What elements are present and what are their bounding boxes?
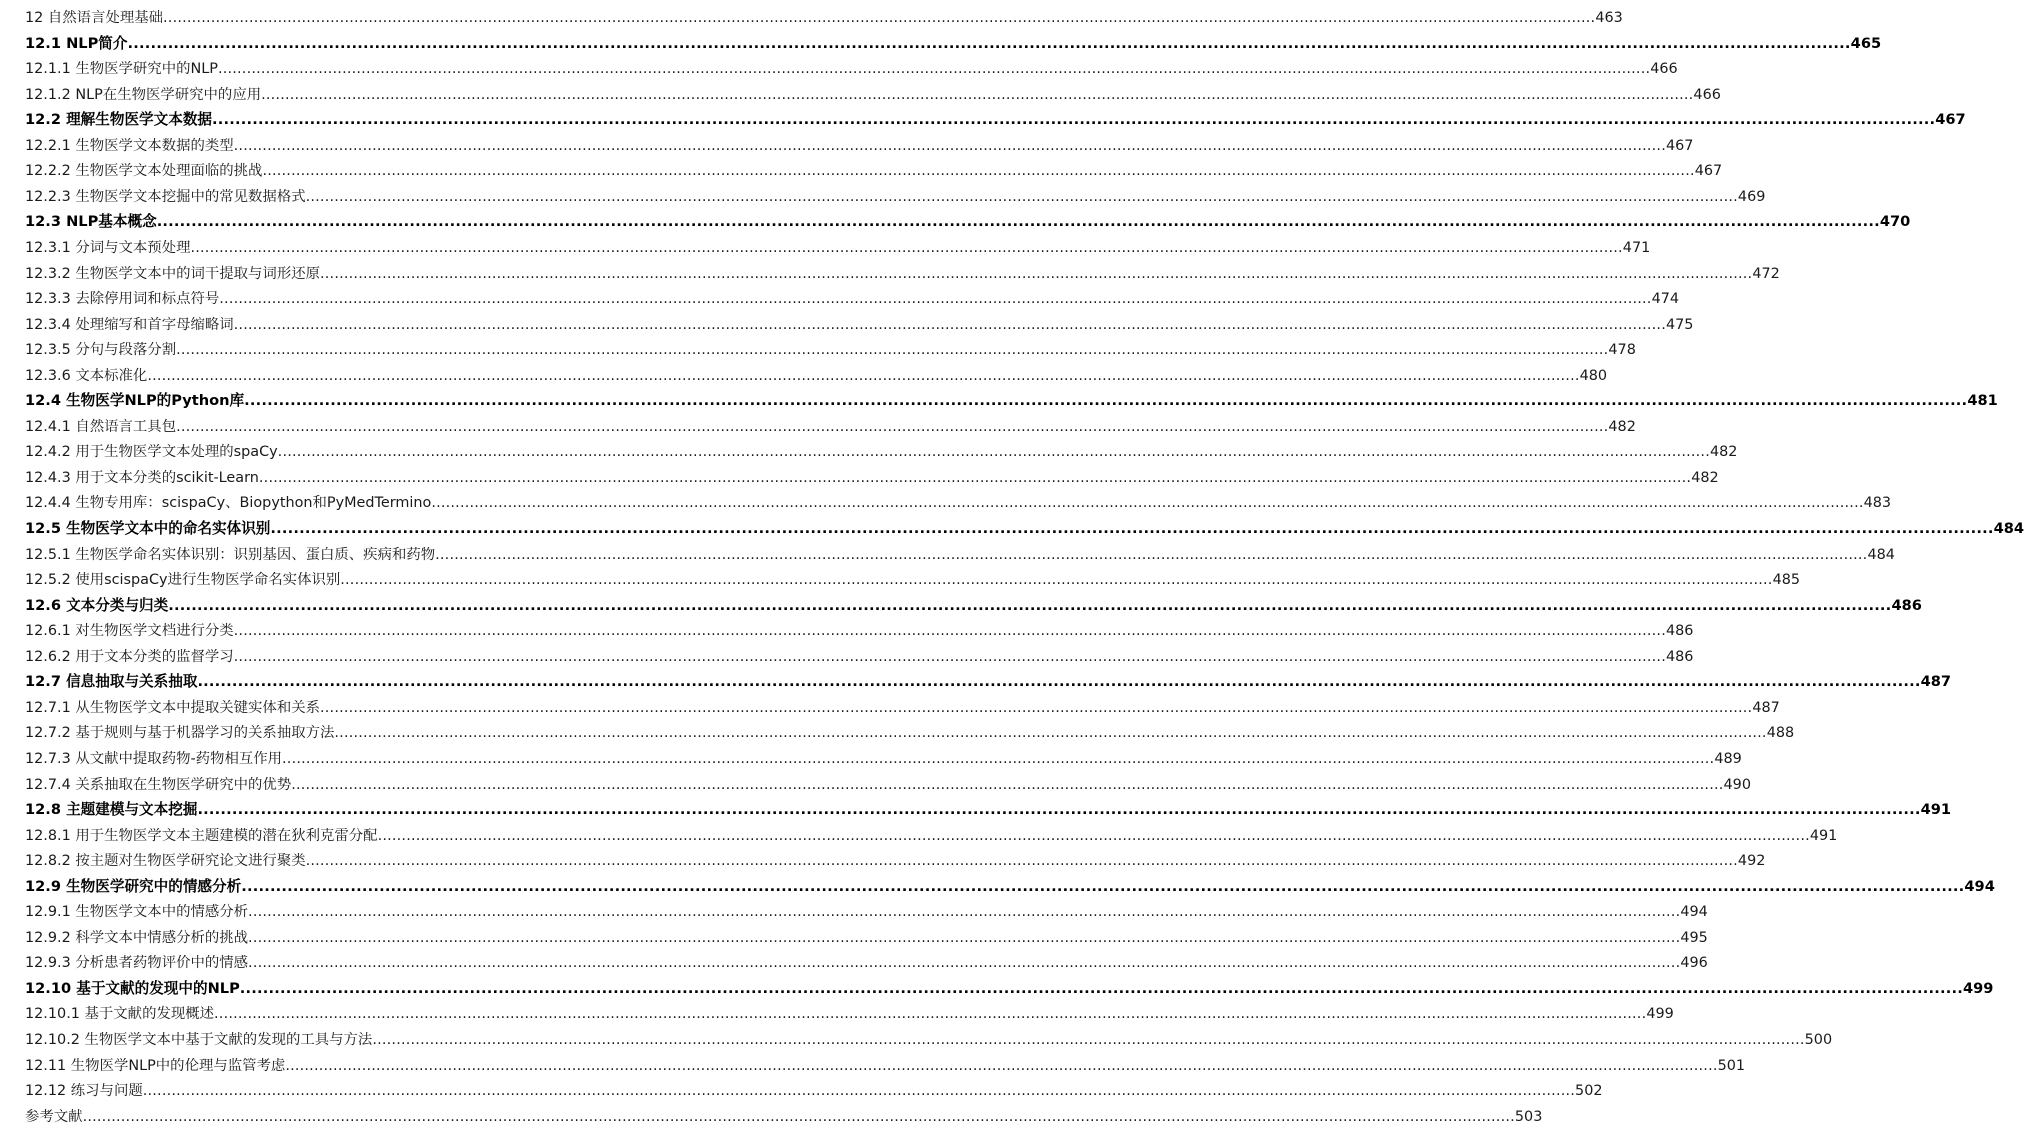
toc-entry-title: 12 自然语言处理基础 bbox=[25, 10, 164, 26]
toc-entry-title: 12.2.3 生物医学文本挖掘中的常见数据格式 bbox=[25, 188, 306, 205]
toc-entry[interactable] bbox=[25, 466, 1719, 490]
toc-page-number: 499 bbox=[1962, 979, 1994, 997]
toc-entry[interactable] bbox=[25, 1028, 1833, 1052]
toc-page-number: 488 bbox=[1766, 725, 1795, 742]
toc-entry-title: 12.6 文本分类与归类 bbox=[25, 596, 169, 614]
toc-dot-leader: ............................................................................................................................................................................................................................................................................................................ bbox=[156, 213, 1880, 231]
toc-entry-title: 12.10.2 生物医学文本中基于文献的发现的工具与方法 bbox=[25, 1032, 373, 1048]
toc-entry[interactable] bbox=[25, 159, 1723, 183]
toc-page-number: 466 bbox=[1693, 86, 1721, 103]
toc-entry[interactable] bbox=[25, 491, 1892, 515]
toc-section-entry[interactable] bbox=[25, 977, 1994, 1001]
toc-entry[interactable] bbox=[25, 747, 1742, 771]
toc-page-number: 485 bbox=[1772, 572, 1801, 589]
toc-entry-title: 12.8.1 用于生物医学文本主题建模的潜在狄利克雷分配 bbox=[25, 827, 378, 844]
toc-dot-leader: ............................................................................................................................................................................................................................................................................................................ bbox=[377, 827, 1810, 844]
toc-entry[interactable] bbox=[25, 900, 1708, 924]
toc-entry-title: 12.2.1 生物医学文本数据的类型 bbox=[25, 137, 234, 154]
toc-dot-leader: ............................................................................................................................................................................................................................................................................................................ bbox=[282, 750, 1715, 767]
toc-dot-leader: ............................................................................................................................................................................................................................................................................................................ bbox=[212, 111, 1936, 129]
toc-dot-leader: ............................................................................................................................................................................................................................................................................................................ bbox=[340, 572, 1773, 589]
toc-entry[interactable] bbox=[25, 645, 1694, 669]
toc-dot-leader: ............................................................................................................................................................................................................................................................................................................ bbox=[82, 1108, 1515, 1125]
toc-entry-title: 12.2 理解生物医学文本数据 bbox=[25, 111, 213, 129]
toc-entry[interactable] bbox=[25, 1054, 1746, 1078]
toc-entry[interactable] bbox=[25, 415, 1636, 439]
toc-entry[interactable] bbox=[25, 824, 1838, 848]
toc-dot-leader: ............................................................................................................................................................................................................................................................................................................ bbox=[163, 10, 1596, 26]
toc-entry[interactable] bbox=[25, 926, 1708, 950]
toc-entry-title: 12.4 生物医学NLP的Python库 bbox=[25, 392, 245, 410]
toc-entry-title: 12.3 NLP基本概念 bbox=[25, 213, 157, 231]
toc-entry-title: 12.7 信息抽取与关系抽取 bbox=[25, 673, 198, 691]
toc-entry-title: 12.4.3 用于文本分类的scikit-Learn bbox=[25, 469, 259, 486]
toc-page-number: 472 bbox=[1752, 265, 1780, 282]
toc-entry-title: 12.3.2 生物医学文本中的词干提取与词形还原 bbox=[25, 265, 320, 282]
toc-dot-leader: ............................................................................................................................................................................................................................................................................................................ bbox=[248, 904, 1681, 921]
toc-page-number: 467 bbox=[1665, 137, 1694, 154]
toc-entry-title: 12.7.4 关系抽取在生物医学研究中的优势 bbox=[25, 776, 292, 793]
toc-dot-leader: ............................................................................................................................................................................................................................................................................................................ bbox=[431, 495, 1864, 512]
toc-entry[interactable] bbox=[25, 313, 1694, 337]
toc-page-number: 487 bbox=[1752, 699, 1780, 716]
toc-page-number: 482 bbox=[1691, 469, 1719, 486]
toc-entry[interactable] bbox=[25, 57, 1678, 81]
toc-entry-title: 12.10.1 基于文献的发现概述 bbox=[25, 1006, 215, 1023]
toc-page-number: 496 bbox=[1680, 955, 1708, 972]
toc-dot-leader: ............................................................................................................................................................................................................................................................................................................ bbox=[291, 776, 1724, 793]
toc-section-entry[interactable] bbox=[25, 389, 1998, 413]
toc-entry[interactable] bbox=[25, 440, 1738, 464]
toc-dot-leader: ............................................................................................................................................................................................................................................................................................................ bbox=[197, 673, 1921, 691]
toc-section-entry[interactable] bbox=[25, 670, 1952, 694]
toc-dot-leader: ............................................................................................................................................................................................................................................................................................................ bbox=[176, 418, 1609, 435]
toc-dot-leader: ............................................................................................................................................................................................................................................................................................................ bbox=[334, 725, 1767, 742]
toc-entry[interactable] bbox=[25, 6, 1623, 30]
toc-entry-title: 12.2.2 生物医学文本处理面临的挑战 bbox=[25, 163, 263, 180]
toc-page-number: 481 bbox=[1967, 392, 1998, 410]
toc-dot-leader: ............................................................................................................................................................................................................................................................................................................ bbox=[214, 1006, 1647, 1023]
toc-entry-title: 12.1.1 生物医学研究中的NLP bbox=[25, 61, 218, 78]
toc-page-number: 499 bbox=[1646, 1006, 1674, 1023]
toc-dot-leader: ............................................................................................................................................................................................................................................................................................................ bbox=[277, 444, 1710, 461]
toc-entry-title: 12.8 主题建模与文本挖掘 bbox=[25, 801, 198, 819]
toc-dot-leader: ............................................................................................................................................................................................................................................................................................................ bbox=[233, 137, 1666, 154]
toc-entry-title: 12.3.3 去除停用词和标点符号 bbox=[25, 291, 220, 308]
toc-entry[interactable] bbox=[25, 134, 1694, 158]
toc-page-number: 475 bbox=[1665, 316, 1694, 333]
toc-entry[interactable] bbox=[25, 236, 1651, 260]
toc-page-number: 500 bbox=[1804, 1032, 1833, 1048]
toc-entry[interactable] bbox=[25, 364, 1608, 388]
toc-entry-title: 参考文献 bbox=[25, 1108, 83, 1125]
toc-dot-leader: ............................................................................................................................................................................................................................................................................................................ bbox=[217, 61, 1651, 78]
toc-dot-leader: ............................................................................................................................................................................................................................................................................................................ bbox=[142, 1083, 1576, 1100]
toc-dot-leader: ............................................................................................................................................................................................................................................................................................................ bbox=[241, 877, 1965, 895]
toc-entry[interactable] bbox=[25, 568, 1801, 592]
toc-page-number: 486 bbox=[1665, 623, 1694, 640]
toc-entry-title: 12.9 生物医学研究中的情感分析 bbox=[25, 877, 242, 895]
toc-page-number: 482 bbox=[1608, 418, 1636, 435]
toc-entry-title: 12.1 NLP简介 bbox=[25, 34, 128, 52]
toc-entry-title: 12.7.3 从文献中提取药物-药物相互作用 bbox=[25, 750, 283, 767]
toc-entry[interactable] bbox=[25, 951, 1708, 975]
toc-dot-leader: ............................................................................................................................................................................................................................................................................................................ bbox=[320, 699, 1753, 716]
toc-dot-leader: ............................................................................................................................................................................................................................................................................................................ bbox=[233, 623, 1666, 640]
toc-entry[interactable] bbox=[25, 262, 1780, 286]
toc-entry-title: 12.5.1 生物医学命名实体识别：识别基因、蛋白质、疾病和药物 bbox=[25, 546, 436, 563]
toc-dot-leader: ............................................................................................................................................................................................................................................................................................................ bbox=[248, 955, 1681, 972]
toc-entry[interactable] bbox=[25, 83, 1721, 107]
toc-section-entry[interactable] bbox=[25, 594, 1922, 618]
toc-entry[interactable] bbox=[25, 1105, 1543, 1129]
toc-entry[interactable] bbox=[25, 849, 1766, 873]
toc-page-number: 501 bbox=[1717, 1057, 1746, 1074]
toc-entry-title: 12.4.4 生物专用库：scispaCy、Biopython和PyMedTermino bbox=[25, 495, 432, 512]
toc-page-number: 494 bbox=[1680, 904, 1708, 921]
toc-dot-leader: ............................................................................................................................................................................................................................................................................................................ bbox=[233, 648, 1666, 665]
toc-dot-leader: ............................................................................................................................................................................................................................................................................................................ bbox=[197, 801, 1921, 819]
toc-dot-leader: ............................................................................................................................................................................................................................................................................................................ bbox=[239, 979, 1963, 997]
toc-entry-title: 12.5.2 使用scispaCy进行生物医学命名实体识别 bbox=[25, 572, 341, 589]
toc-page-number: 486 bbox=[1891, 596, 1922, 614]
toc-entry-title: 12.8.2 按主题对生物医学研究论文进行聚类 bbox=[25, 853, 306, 870]
toc-page-number: 487 bbox=[1920, 673, 1952, 691]
toc-entry[interactable] bbox=[25, 338, 1636, 362]
toc-entry[interactable] bbox=[25, 185, 1766, 209]
toc-page-number: 478 bbox=[1608, 342, 1636, 359]
toc-section-entry[interactable] bbox=[25, 210, 1911, 234]
toc-entry-title: 12.6.2 用于文本分类的监督学习 bbox=[25, 648, 234, 665]
toc-entry[interactable] bbox=[25, 543, 1895, 567]
toc-page-number: 491 bbox=[1809, 827, 1838, 844]
toc-entry-title: 12.11 生物医学NLP中的伦理与监管考虑 bbox=[25, 1057, 286, 1074]
toc-dot-leader: ............................................................................................................................................................................................................................................................................................................ bbox=[168, 596, 1892, 614]
toc-entry-title: 12.9.2 科学文本中情感分析的挑战 bbox=[25, 929, 249, 946]
toc-dot-leader: ............................................................................................................................................................................................................................................................................................................ bbox=[262, 163, 1695, 180]
toc-entry-title: 12.9.1 生物医学文本中的情感分析 bbox=[25, 904, 249, 921]
toc-page-number: 494 bbox=[1964, 877, 1995, 895]
toc-entry-title: 12.10 基于文献的发现中的NLP bbox=[25, 979, 240, 997]
toc-entry-title: 12.3.4 处理缩写和首字母缩略词 bbox=[25, 316, 234, 333]
toc-page-number: 463 bbox=[1595, 10, 1623, 26]
toc-section-entry[interactable] bbox=[25, 32, 1882, 56]
toc-page-number: 467 bbox=[1694, 163, 1723, 180]
toc-entry-title: 12.7.2 基于规则与基于机器学习的关系抽取方法 bbox=[25, 725, 335, 742]
toc-page-number: 465 bbox=[1850, 34, 1882, 52]
toc-dot-leader: ............................................................................................................................................................................................................................................................................................................ bbox=[285, 1057, 1718, 1074]
toc-page-number: 492 bbox=[1737, 853, 1766, 870]
toc-entry[interactable] bbox=[25, 773, 1751, 797]
toc-section-entry[interactable] bbox=[25, 875, 1995, 899]
toc-page-number: 482 bbox=[1709, 444, 1738, 461]
toc-page-number: 491 bbox=[1920, 801, 1952, 819]
toc-entry-title: 12.7.1 从生物医学文本中提取关键实体和关系 bbox=[25, 699, 320, 716]
toc-entry-title: 12.6.1 对生物医学文档进行分类 bbox=[25, 623, 234, 640]
toc-section-entry[interactable] bbox=[25, 108, 1966, 132]
toc-section-entry[interactable] bbox=[25, 798, 1952, 822]
toc-dot-leader: ............................................................................................................................................................................................................................................................................................................ bbox=[244, 392, 1968, 410]
toc-entry[interactable] bbox=[25, 619, 1694, 643]
toc-page-number: 466 bbox=[1650, 61, 1678, 78]
toc-page-number: 484 bbox=[1993, 520, 2024, 537]
toc-dot-leader: ............................................................................................................................................................................................................................................................................................................ bbox=[258, 469, 1692, 486]
toc-entry[interactable] bbox=[25, 696, 1780, 720]
toc-page-number: 495 bbox=[1680, 929, 1708, 946]
toc-dot-leader: ............................................................................................................................................................................................................................................................................................................ bbox=[219, 291, 1652, 308]
toc-entry-title: 12.3.5 分句与段落分割 bbox=[25, 342, 177, 359]
toc-entry-title: 12.1.2 NLP在生物医学研究中的应用 bbox=[25, 86, 262, 103]
toc-dot-leader: ............................................................................................................................................................................................................................................................................................................ bbox=[190, 239, 1623, 256]
toc-dot-leader: ............................................................................................................................................................................................................................................................................................................ bbox=[248, 929, 1681, 946]
toc-dot-leader: ............................................................................................................................................................................................................................................................................................................ bbox=[305, 188, 1738, 205]
toc-page-number: 503 bbox=[1514, 1108, 1543, 1125]
toc-dot-leader: ............................................................................................................................................................................................................................................................................................................ bbox=[147, 367, 1580, 384]
toc-dot-leader: ............................................................................................................................................................................................................................................................................................................ bbox=[372, 1032, 1805, 1048]
toc-entry-title: 12.4.2 用于生物医学文本处理的spaCy bbox=[25, 444, 278, 461]
toc-page-number: 483 bbox=[1863, 495, 1892, 512]
toc-entry[interactable] bbox=[25, 721, 1795, 745]
toc-dot-leader: ............................................................................................................................................................................................................................................................................................................ bbox=[435, 546, 1868, 563]
toc-page-number: 470 bbox=[1879, 213, 1911, 231]
toc-dot-leader: ............................................................................................................................................................................................................................................................................................................ bbox=[270, 520, 1994, 537]
toc-entry-title: 12.3.6 文本标准化 bbox=[25, 367, 148, 384]
toc-page-number: 474 bbox=[1651, 291, 1680, 308]
toc-page-number: 486 bbox=[1665, 648, 1694, 665]
toc-page-number: 469 bbox=[1737, 188, 1766, 205]
toc-page-number: 471 bbox=[1622, 239, 1651, 256]
toc-dot-leader: ............................................................................................................................................................................................................................................................................................................ bbox=[320, 265, 1753, 282]
toc-dot-leader: ............................................................................................................................................................................................................................................................................................................ bbox=[305, 853, 1738, 870]
toc-page-number: 490 bbox=[1723, 776, 1751, 793]
toc-entry[interactable] bbox=[25, 1079, 1603, 1103]
toc-entry-title: 12.9.3 分析患者药物评价中的情感 bbox=[25, 955, 249, 972]
toc-dot-leader: ............................................................................................................................................................................................................................................................................................................ bbox=[176, 342, 1609, 359]
toc-entry[interactable] bbox=[25, 1002, 1674, 1026]
toc-page-number: 484 bbox=[1867, 546, 1895, 563]
toc-entry-title: 12.12 练习与问题 bbox=[25, 1083, 143, 1100]
toc-page-number: 489 bbox=[1714, 750, 1742, 767]
toc-entry-title: 12.3.1 分词与文本预处理 bbox=[25, 239, 191, 256]
toc-dot-leader: ............................................................................................................................................................................................................................................................................................................ bbox=[127, 34, 1851, 52]
toc-section-entry[interactable] bbox=[25, 517, 2024, 541]
toc-entry[interactable] bbox=[25, 287, 1680, 311]
toc-dot-leader: ............................................................................................................................................................................................................................................................................................................ bbox=[233, 316, 1666, 333]
toc-entry-title: 12.5 生物医学文本中的命名实体识别 bbox=[25, 520, 271, 537]
toc-page-number: 502 bbox=[1575, 1083, 1603, 1100]
toc-dot-leader: ............................................................................................................................................................................................................................................................................................................ bbox=[261, 86, 1694, 103]
toc-entry-title: 12.4.1 自然语言工具包 bbox=[25, 418, 177, 435]
toc-page-number: 467 bbox=[1935, 111, 1966, 129]
toc-page-number: 480 bbox=[1579, 367, 1608, 384]
